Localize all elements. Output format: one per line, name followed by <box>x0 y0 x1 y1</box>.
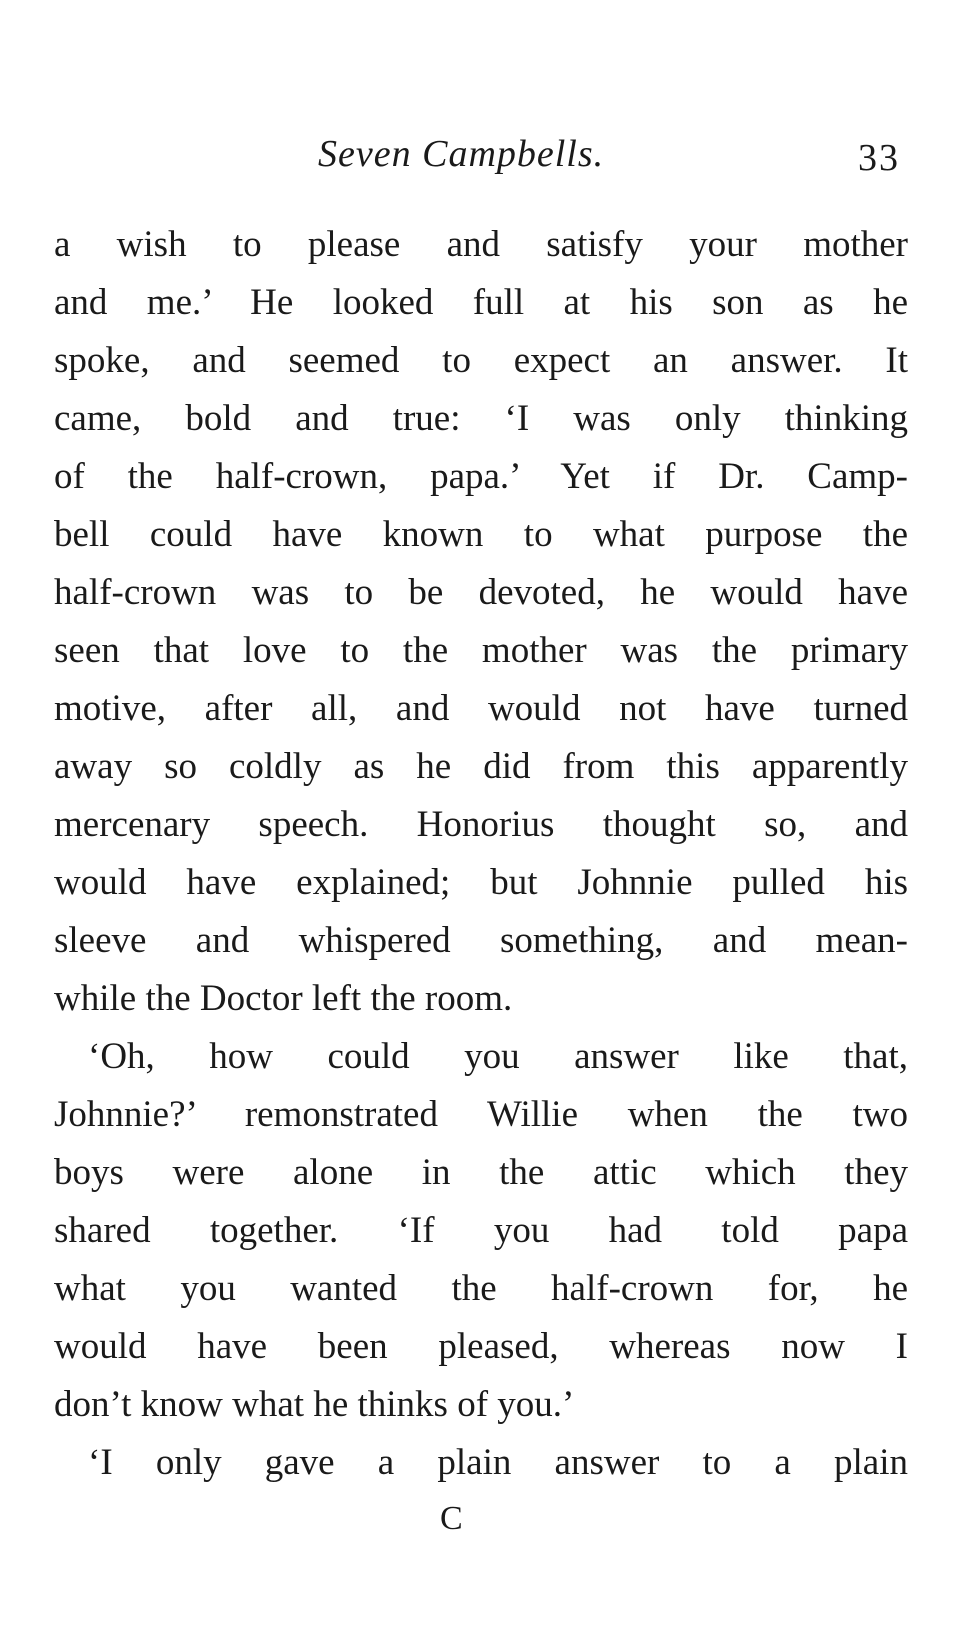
text-line: spoke, and seemed to expect an answer. It <box>54 340 908 381</box>
body-text <box>54 216 908 1492</box>
text-line: and me.’ He looked full at his son as he <box>54 282 908 323</box>
text-line: don’t know what he thinks of you.’ <box>54 1384 575 1425</box>
text-line: seen that love to the mother was the primary <box>54 630 908 671</box>
text-line: a wish to please and satisfy your mother <box>54 224 908 265</box>
text-line: mercenary speech. Honorius thought so, and <box>54 804 908 845</box>
page-number: 33 <box>858 137 900 179</box>
text-line: shared together. ‘If you had told papa <box>54 1210 908 1251</box>
text-line: came, bold and true: ‘I was only thinking <box>54 398 908 439</box>
text-line: would have explained; but Johnnie pulled his <box>54 862 908 903</box>
text-line: while the Doctor left the room. <box>54 978 513 1019</box>
text-line: motive, after all, and would not have turned <box>54 688 908 729</box>
text-line: of the half-crown, papa.’ Yet if Dr. Camp- <box>54 456 908 497</box>
text-line: ‘Oh, how could you answer like that, <box>88 1036 908 1077</box>
running-title: Seven Campbells. <box>318 133 605 175</box>
text-line: sleeve and whispered something, and mean- <box>54 920 908 961</box>
running-head <box>0 130 959 190</box>
text-line: would have been pleased, whereas now I <box>54 1326 908 1367</box>
text-line: Johnnie?’ remonstrated Willie when the two <box>54 1094 908 1135</box>
text-line: ‘I only gave a plain answer to a plain <box>88 1442 908 1483</box>
signature-mark: C <box>440 1500 463 1537</box>
text-line: bell could have known to what purpose the <box>54 514 908 555</box>
text-line: half-crown was to be devoted, he would have <box>54 572 908 613</box>
text-line: away so coldly as he did from this apparently <box>54 746 908 787</box>
text-line: what you wanted the half-crown for, he <box>54 1268 908 1309</box>
text-line: boys were alone in the attic which they <box>54 1152 908 1193</box>
